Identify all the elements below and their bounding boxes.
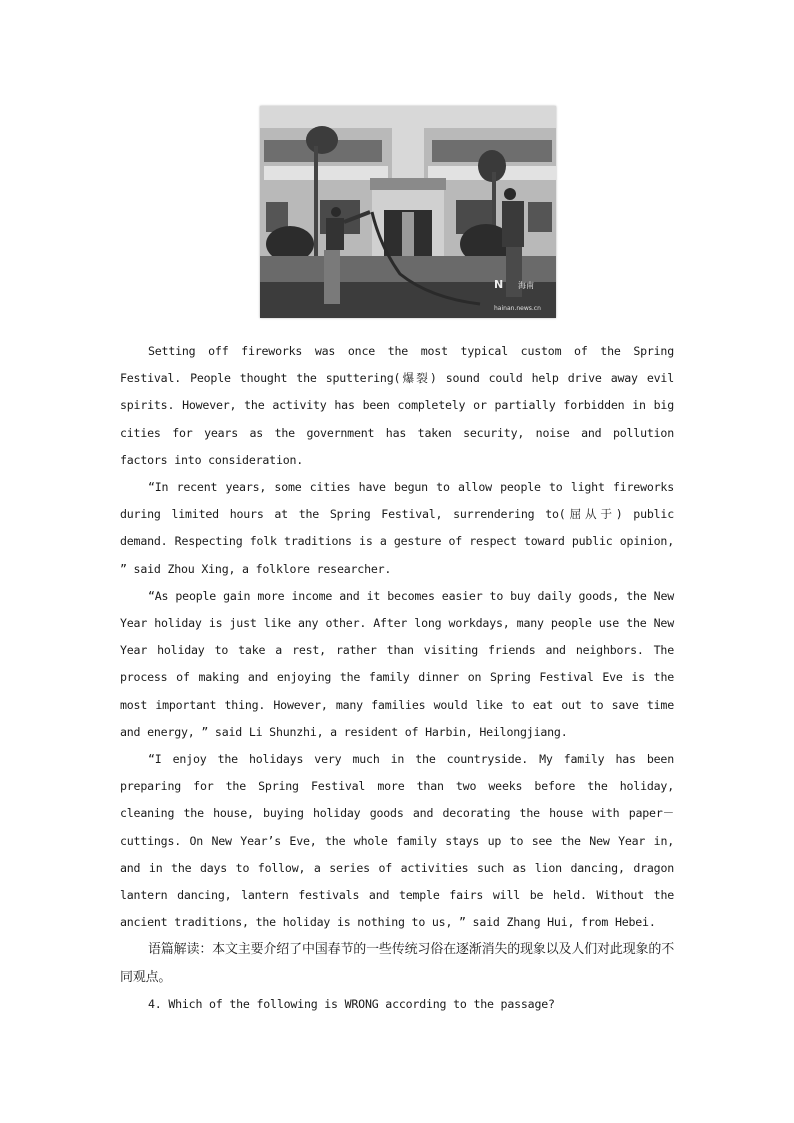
passage-summary: 语篇解读：本文主要介绍了中国春节的一些传统习俗在逐渐消失的现象以及人们对此现象的不同观点。 bbox=[120, 942, 674, 985]
news-photo bbox=[260, 106, 556, 318]
paragraph-4: “I enjoy the holidays very much in the countryside. My family has been preparing for the Spring Festival more than two weeks before the holiday, cleaning the house, buying holiday goods and decorating the house with paper－cuttings. On New Year’s Eve, the whole family stays up to see the New Year in, and in the days to follow, a series of activities such as lion dancing, dragon lantern dancing, lantern festivals and temple fairs will be held. Without the ancient traditions, the holiday is nothing to us, ” said Zhang Hui, from Hebei. bbox=[120, 752, 674, 930]
watermark-logo: N bbox=[494, 278, 504, 291]
paragraph-3: “As people gain more income and it becomes easier to buy daily goods, the New Year holiday is just like any other. After long workdays, many people use the New Year holiday to take a rest, rather than visiting friends and neighbors. The process of making and enjoying the family dinner on Spring Festival Eve is the most important thing. However, many families would like to eat out to save time and energy, ” said Li Shunzhi, a resident of Harbin, Heilongjiang. bbox=[120, 588, 674, 739]
watermark-url: hainan.news.cn bbox=[494, 305, 541, 312]
article-body bbox=[120, 338, 674, 1018]
question-4: 4. Which of the following is WRONG according to the passage? bbox=[148, 996, 555, 1011]
paragraph-2: “In recent years, some cities have begun to allow people to light fireworks during limited hours at the Spring Festival, surrendering to(屈从于) public demand. Respecting folk traditions is a gesture of respect toward public opinion, ” said Zhou Xing, a folklore researcher. bbox=[120, 480, 674, 576]
paragraph-1: Setting off fireworks was once the most typical custom of the Spring Festival. People thought the sputtering(爆裂) sound could help drive away evil spirits. However, the activity has been completely or partially forbidden in big cities for years as the government has taken security, noise and pollution factors into consideration. bbox=[120, 344, 674, 467]
watermark-top: 海南 bbox=[518, 281, 534, 290]
